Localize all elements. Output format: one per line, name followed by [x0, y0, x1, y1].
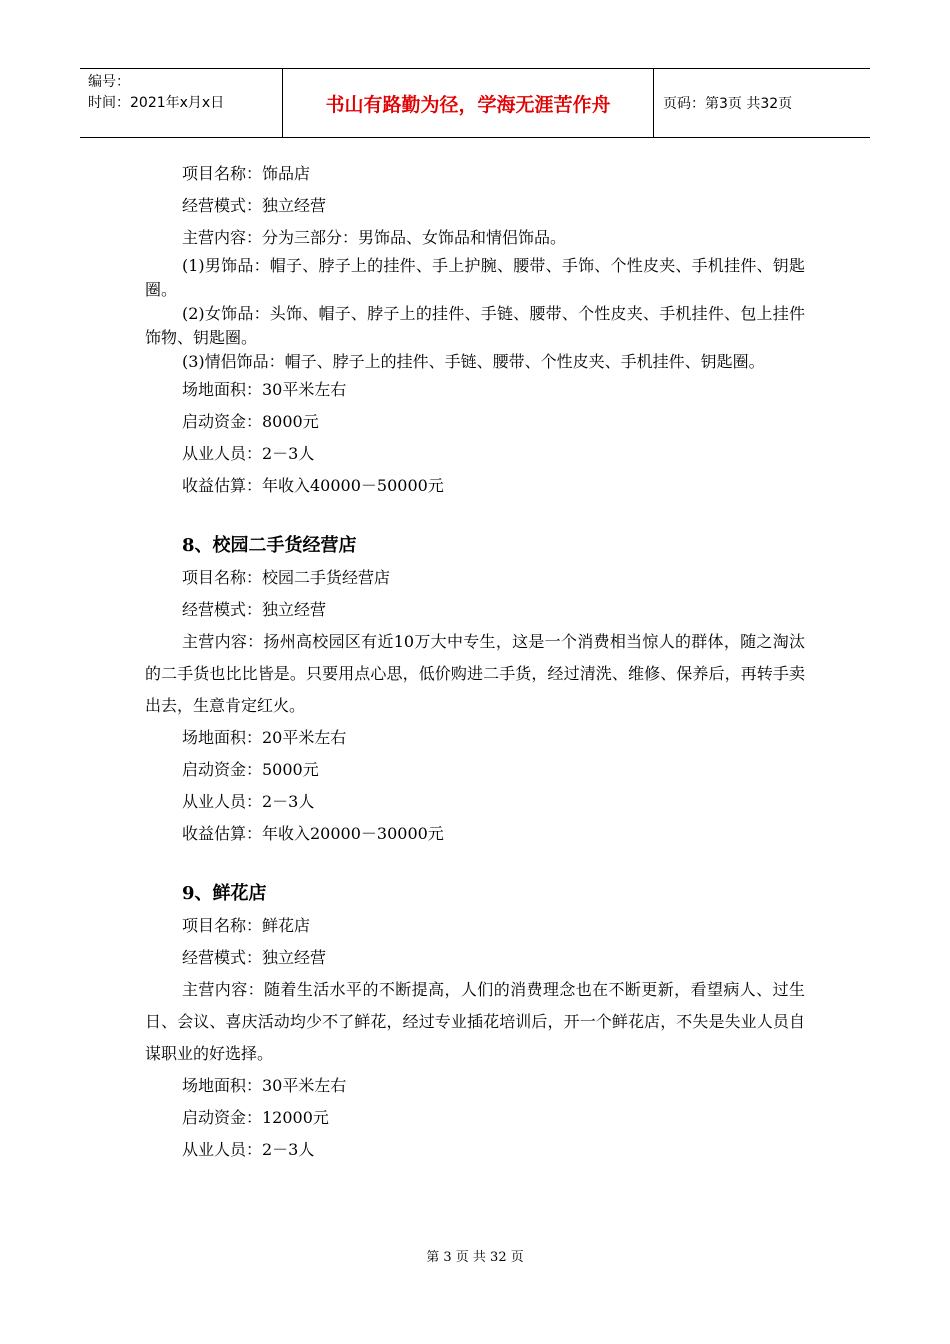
main-content: 主营内容：扬州高校园区有近10万大中专生，这是一个消费相当惊人的群体，随之淘汰的二手货也比比皆是。只要用点心思，低价购进二手货，经过清洗、维修、保养后，再转手卖出去，生意肯定红火。 [145, 632, 805, 715]
project-name: 项目名称：校园二手货经营店 [182, 568, 391, 587]
revenue-estimate: 收益估算：年收入40000－50000元 [182, 476, 444, 495]
project-name: 项目名称：饰品店 [182, 164, 311, 183]
header-motto: 书山有路勤为径，学海无涯苦作舟 [282, 69, 654, 137]
staff: 从业人员：2－3人 [182, 1140, 315, 1159]
document-body [145, 158, 805, 1166]
business-mode: 经营模式：独立经营 [182, 600, 327, 619]
startup-capital: 启动资金：5000元 [182, 760, 319, 779]
sub-item-couple: (3)情侣饰品：帽子、脖子上的挂件、手链、腰带、个性皮夹、手机挂件、钥匙圈。 [182, 352, 765, 371]
main-content: 主营内容：随着生活水平的不断提高，人们的消费理念也在不断更新，看望病人、过生日、会议、喜庆活动均少不了鲜花，经过专业插花培训后，开一个鲜花店，不失是失业人员自谋职业的好选择。 [145, 980, 805, 1063]
date-line: 时间：2021年x月x日 [88, 95, 225, 111]
staff: 从业人员：2－3人 [182, 444, 315, 463]
main-content: 主营内容：分为三部分：男饰品、女饰品和情侣饰品。 [182, 228, 567, 247]
startup-capital: 启动资金：8000元 [182, 412, 319, 431]
header-meta [80, 69, 282, 137]
header-page-info: 页码：第3页 共32页 [663, 96, 793, 112]
sub-item-men: (1)男饰品：帽子、脖子上的挂件、手上护腕、腰带、手饰、个性皮夹、手机挂件、钥匙圈。 [145, 256, 805, 299]
section-heading: 8、校园二手货经营店 [182, 535, 357, 556]
sub-item-women: (2)女饰品：头饰、帽子、脖子上的挂件、手链、腰带、个性皮夹、手机挂件、包上挂件饰物、钥匙圈。 [145, 304, 805, 347]
page-footer: 第 3 页 共 32 页 [426, 1250, 524, 1265]
startup-capital: 启动资金：12000元 [182, 1108, 329, 1127]
page-header [80, 68, 870, 138]
business-mode: 经营模式：独立经营 [182, 196, 327, 215]
area: 场地面积：30平米左右 [182, 1076, 347, 1095]
section-gap [145, 502, 805, 530]
area: 场地面积：20平米左右 [182, 728, 347, 747]
section-heading: 9、鲜花店 [182, 883, 267, 904]
serial-label: 编号： [88, 74, 130, 90]
area: 场地面积：30平米左右 [182, 380, 347, 399]
section-gap [145, 850, 805, 878]
project-name: 项目名称：鲜花店 [182, 916, 311, 935]
revenue-estimate: 收益估算：年收入20000－30000元 [182, 824, 444, 843]
staff: 从业人员：2－3人 [182, 792, 315, 811]
business-mode: 经营模式：独立经营 [182, 948, 327, 967]
